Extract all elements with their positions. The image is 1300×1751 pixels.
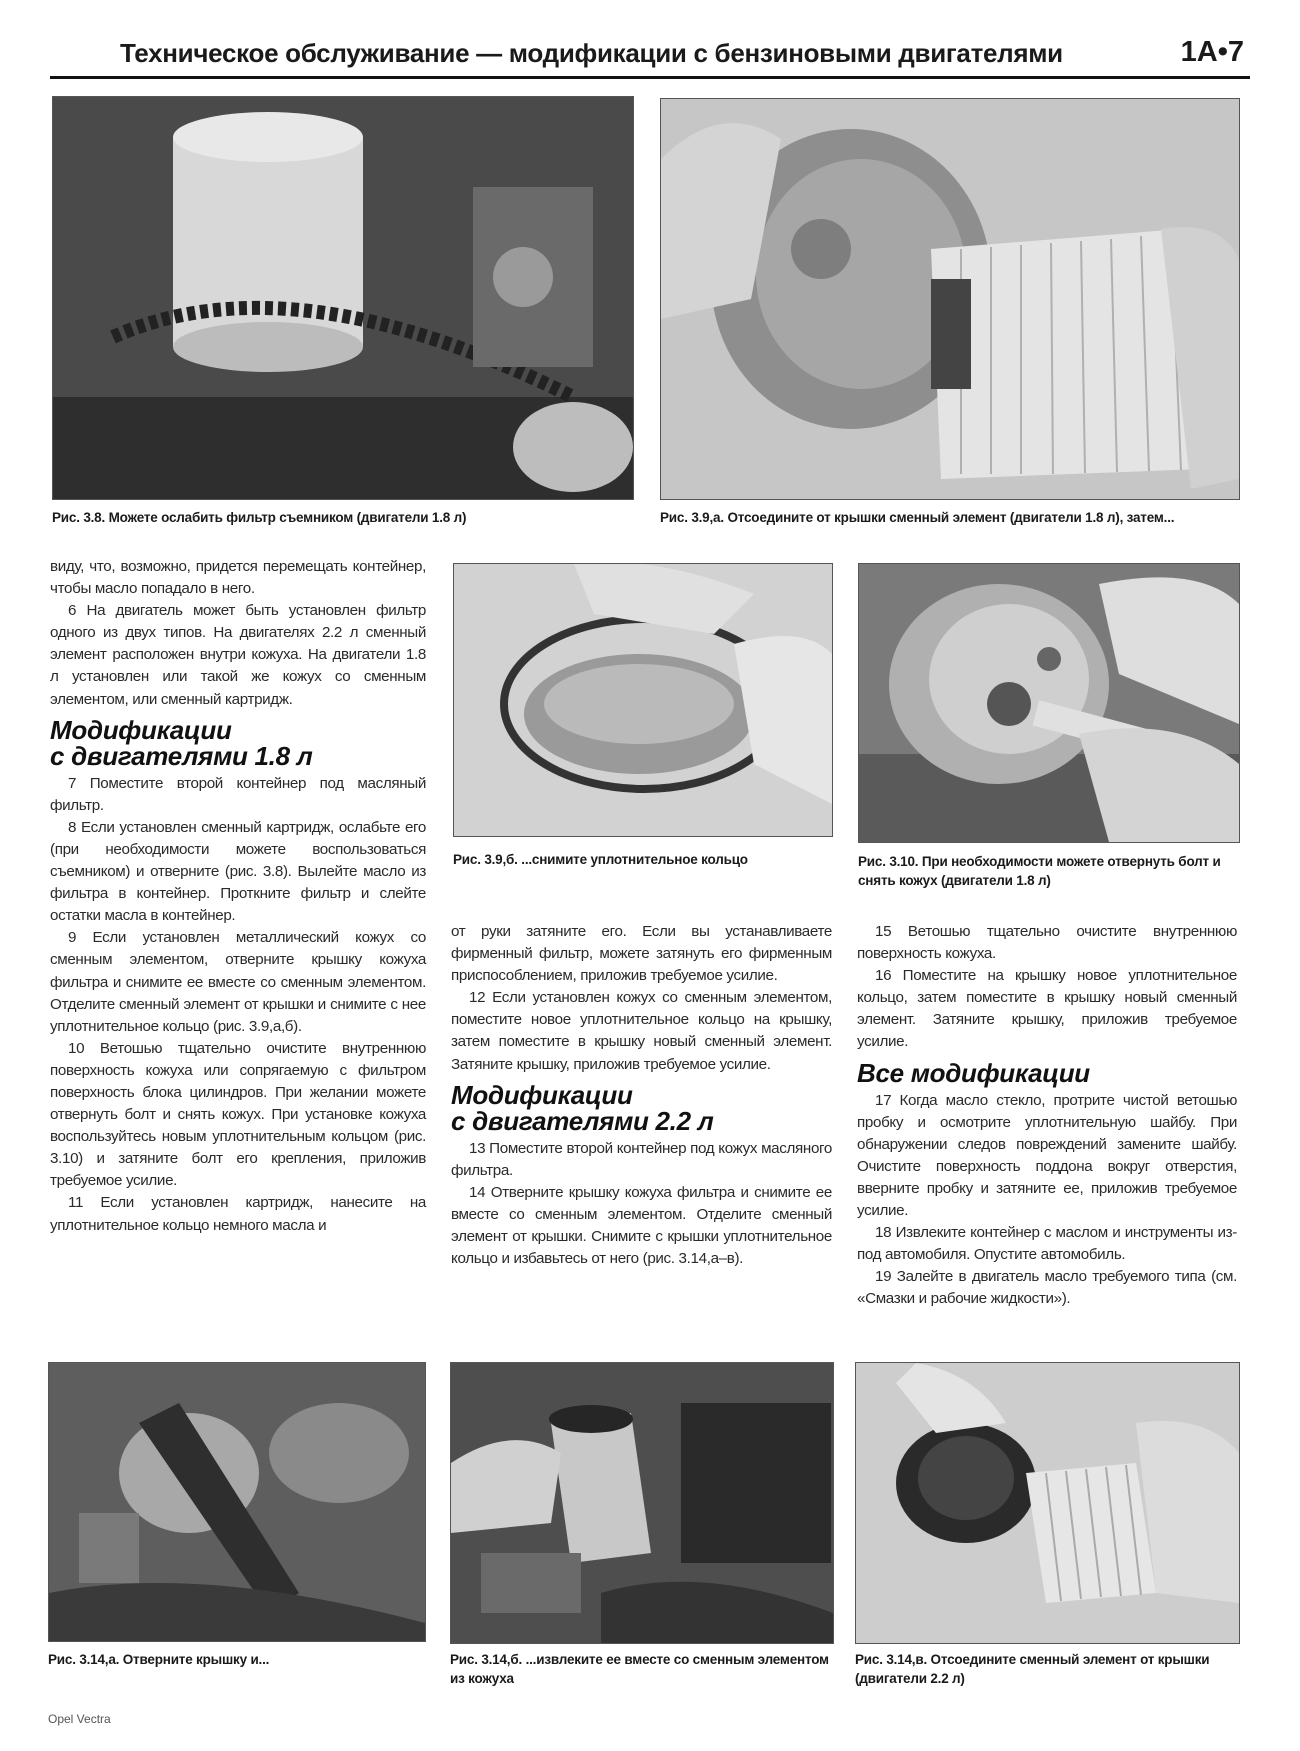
section-heading-all: Все модификации xyxy=(857,1057,1090,1088)
paragraph-15: 15 Ветошью тщательно очистите внутреннюю поверхность кожуха. xyxy=(857,923,1237,963)
text-column-1 xyxy=(50,556,426,1237)
photo-fig-3-10 xyxy=(858,563,1240,843)
text-column-3 xyxy=(857,921,1237,1311)
paragraph-6: 6 На двигатель может быть установлен фильтр одного из двух типов. На двигателях 2.2 л сменный элемент расположен внутри кожуха. На двигатели 1.8 л установлен или такой же кожух со сменным элементом, или сменный картридж. xyxy=(50,602,426,708)
photo-fig-3-9b xyxy=(453,563,833,837)
caption-fig-3-9a: Рис. 3.9,а. Отсоедините от крышки сменный элемент (двигатели 1.8 л), затем... xyxy=(660,510,1175,525)
caption-fig-3-14b: Рис. 3.14,б. ...извлеките ее вместе со сменным элементом из кожуха xyxy=(450,1652,829,1686)
photo-fig-3-14a xyxy=(48,1362,426,1642)
paragraph-9: 9 Если установлен металлический кожух со сменным элементом, отверните крышку кожуха фильтра и снимите ее вместе со сменным элементом. Отделите сменный элемент от крышки и снимите с нее уплотнительное кольцо (рис. 3.9,а,б). xyxy=(50,929,426,1035)
caption-fig-3-14a: Рис. 3.14,а. Отверните крышку и... xyxy=(48,1652,270,1667)
heading-line: Модификации xyxy=(50,714,232,745)
paragraph: виду, что, возможно, придется перемещать контейнер, чтобы масло попадало в него. xyxy=(50,558,426,598)
paragraph-7: 7 Поместите второй контейнер под масляный фильтр. xyxy=(50,774,426,814)
paragraph-19: 19 Залейте в двигатель масло требуемого типа (см. «Смазки и рабочие жидкости»). xyxy=(857,1268,1237,1308)
paragraph-18: 18 Извлеките контейнер с маслом и инструменты из-под автомобиля. Опустите автомобиль. xyxy=(857,1224,1237,1264)
caption-fig-3-10: Рис. 3.10. При необходимости можете отвернуть болт и снять кожух (двигатели 1.8 л) xyxy=(858,854,1221,888)
section-heading-1-8 xyxy=(50,714,426,771)
page-header xyxy=(50,34,1250,79)
photo-fig-3-8 xyxy=(52,96,634,500)
page-number: 1A•7 xyxy=(1180,36,1244,68)
footer-book-title: Opel Vectra xyxy=(48,1712,111,1726)
heading-line: с двигателями 2.2 л xyxy=(451,1105,714,1136)
heading-line: Модификации xyxy=(451,1079,633,1110)
paragraph-17: 17 Когда масло стекло, протрите чистой ветошью пробку и осмотрите уплотнительную шайбу. При обнаружении следов повреждений замените шайбу. Очистите поверхность поддона вокруг отверстия, вверните пробку и затяните ее, приложив требуемое усилие. xyxy=(857,1091,1237,1220)
text-column-2 xyxy=(451,921,832,1270)
paragraph-10: 10 Ветошью тщательно очистите внутреннюю поверхность кожуха или сопрягаемую с фильтром поверхность блока цилиндров. При желании можете отвернуть болт и снять кожух. При установке кожуха воспользуйтесь новым уплотнительным кольцом (рис. 3.10) и затяните болт его крепления, приложив требуемое усилие. xyxy=(50,1039,426,1190)
page-title: Техническое обслуживание — модификации с бензиновыми двигателями xyxy=(120,38,1063,68)
paragraph-8: 8 Если установлен сменный картридж, ослабьте его (при необходимости можете воспользоваться съемником) и отверните (рис. 3.8). Вылейте масло из фильтра в контейнер. Проткните фильтр и слейте остатки масла в контейнер. xyxy=(50,818,426,925)
photo-fig-3-14c xyxy=(855,1362,1240,1644)
caption-fig-3-9b: Рис. 3.9,б. ...снимите уплотнительное кольцо xyxy=(453,852,748,867)
paragraph-14: 14 Отверните крышку кожуха фильтра и снимите ее вместе со сменным элементом. Отделите сменный элемент от крышки. Снимите с крышки уплотнительное кольцо и избавьтесь от него (рис. 3.14,а–в). xyxy=(451,1183,832,1268)
paragraph: от руки затяните его. Если вы устанавливаете фирменный фильтр, можете затянуть его фирменным приспособлением, приложив требуемое усилие. xyxy=(451,923,832,985)
heading-line: с двигателями 1.8 л xyxy=(50,740,313,771)
section-heading-2-2 xyxy=(451,1079,832,1136)
photo-fig-3-9a xyxy=(660,98,1240,500)
paragraph-11: 11 Если установлен картридж, нанесите на уплотнительное кольцо немного масла и xyxy=(50,1194,426,1234)
paragraph-16: 16 Поместите на крышку новое уплотнительное кольцо, затем поместите в крышку новый сменный элемент. Затяните крышку, приложив требуемое усилие. xyxy=(857,967,1237,1051)
photo-fig-3-14b xyxy=(450,1362,834,1644)
paragraph-12: 12 Если установлен кожух со сменным элементом, поместите новое уплотнительное кольцо на крышку, затем поместите в крышку новый сменный элемент. Затяните крышку, приложив требуемое усилие. xyxy=(451,989,832,1073)
paragraph-13: 13 Поместите второй контейнер под кожух масляного фильтра. xyxy=(451,1139,832,1179)
caption-fig-3-14c: Рис. 3.14,в. Отсоедините сменный элемент от крышки (двигатели 2.2 л) xyxy=(855,1652,1210,1686)
caption-fig-3-8: Рис. 3.8. Можете ослабить фильтр съемником (двигатели 1.8 л) xyxy=(52,510,467,525)
